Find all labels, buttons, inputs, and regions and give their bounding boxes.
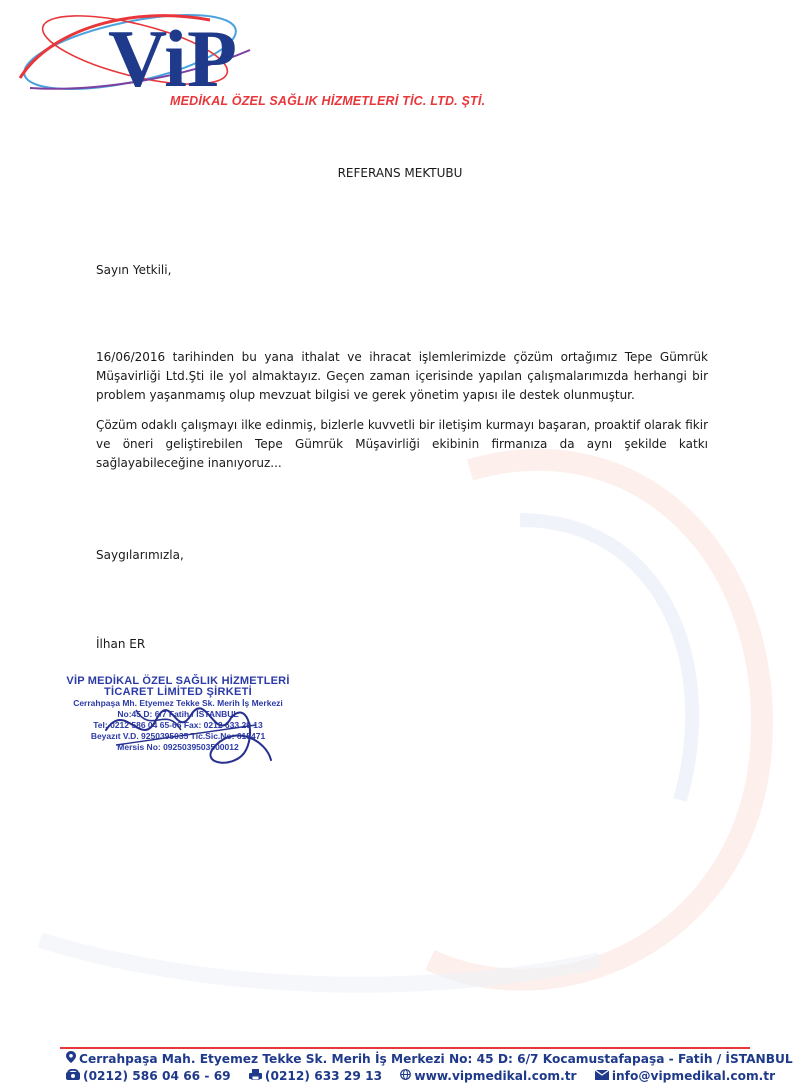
stamp-address-line-2: No:45 D: 6/7 Fatih / İSTANBUL: [117, 709, 239, 719]
paragraph-1: 16/06/2016 tarihinden bu yana ithalat ve ihracat işlemlerimizde çözüm ortağımız Tepe Gümrük Müşavirliği Ltd.Şti ile yol almaktayız. Geçen zaman içerisinde yapılan çalışmalarımızda herhangi bir problem yaşanmamış olup mevzuat bilgisi ve gerek yönetim yapısı ile destek olunmuştur.: [96, 350, 708, 402]
stamp-company-name: VİP MEDİKAL ÖZEL SAĞLIK HİZMETLERİ: [66, 675, 290, 687]
footer-fax: (0212) 633 29 13: [264, 1069, 383, 1083]
fax-icon: [249, 1069, 262, 1083]
company-name: MEDİKAL ÖZEL SAĞLIK HİZMETLERİ TİC. LTD. ŞTİ.: [170, 94, 486, 108]
globe-icon: [400, 1069, 411, 1083]
stamp-phone: Tel: 0212 586 04 65-66 Fax: 0212 633 29 13: [93, 720, 263, 730]
footer-address: Cerrahpaşa Mah. Etyemez Tekke Sk. Merih İş Merkezi No: 45 D: 6/7 Kocamustafapaşa - Fatih / İSTANBUL: [79, 1052, 793, 1066]
signer-name: İlhan ER: [96, 637, 146, 651]
footer-web[interactable]: www.vipmedikal.com.tr: [414, 1069, 577, 1083]
stamp-tax: Beyazıt V.D. 9250395035 Tic.Sic.No: 615471: [90, 731, 266, 741]
letterhead: [10, 0, 486, 120]
stamp-address-line-1: Cerrahpaşa Mh. Etyemez Tekke Sk. Merih İş Merkezi: [73, 698, 283, 708]
footer-phone: (0212) 586 04 66 - 69: [83, 1069, 231, 1083]
footer-address-line: [66, 1051, 793, 1066]
stamp-company-type: TİCARET LİMİTED ŞİRKETİ: [103, 686, 253, 698]
letter-title: REFERANS MEKTUBU: [337, 166, 463, 180]
logo-text: ViP: [108, 13, 238, 100]
closing: Saygılarımızla,: [96, 548, 184, 562]
phone-icon: [66, 1069, 80, 1083]
salutation: Sayın Yetkili,: [96, 263, 172, 277]
stamp-mersis: Mersis No: 0925039503500012: [117, 742, 239, 752]
footer-contact-line: [66, 1069, 776, 1083]
footer-email[interactable]: info@vipmedikal.com.tr: [611, 1069, 776, 1083]
vip-logo: [10, 0, 270, 100]
handwritten-signature: [96, 690, 286, 780]
footer-divider: [60, 1047, 750, 1049]
location-pin-icon: [66, 1051, 76, 1066]
mail-icon: [595, 1069, 609, 1083]
paragraph-2: Çözüm odaklı çalışmayı ilke edinmiş, bizlerle kuvvetli bir iletişim kurmayı başaran, proaktif olarak fikir ve öneri geliştirebilen Tepe Gümrük Müşavirliği ekibinin firmanıza da aynı şekilde katkı sağlayabileceğine inanıyoruz...: [96, 418, 708, 470]
